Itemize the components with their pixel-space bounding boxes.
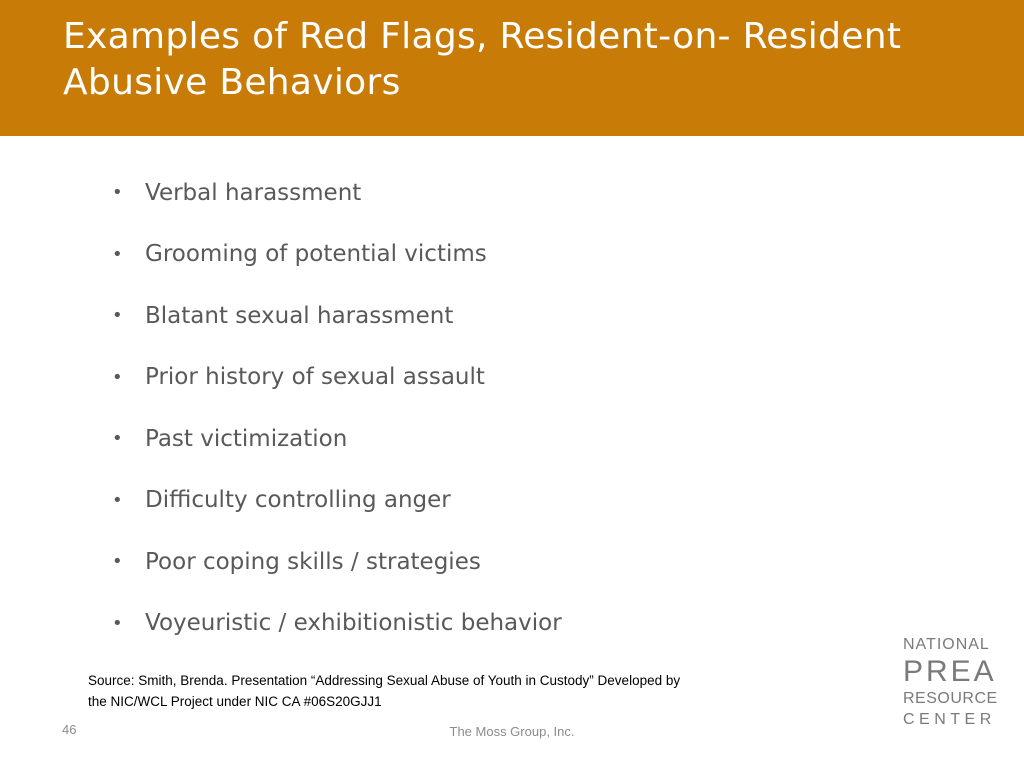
bullet-list	[112, 162, 812, 654]
bullet-text: Voyeuristic / exhibitionistic behavior	[145, 610, 562, 637]
logo-line-resource: RESOURCE	[903, 690, 998, 707]
bullet-item	[112, 347, 812, 409]
bullet-dot: •	[112, 366, 123, 388]
bullet-text: Past victimization	[145, 425, 348, 452]
source-line-1: Source: Smith, Brenda. Presentation “Addressing Sexual Abuse of Youth in Custody” Developed by	[88, 673, 681, 688]
bullet-text: Poor coping skills / strategies	[145, 548, 481, 575]
bullet-text: Verbal harassment	[145, 179, 362, 206]
bullet-item	[112, 531, 812, 593]
prea-logo	[903, 634, 1003, 730]
slide-title: Examples of Red Flags, Resident-on- Resident Abusive Behaviors	[63, 16, 902, 103]
bullet-dot: •	[112, 305, 123, 327]
footer-text: The Moss Group, Inc.	[449, 724, 575, 739]
source-citation	[88, 670, 788, 712]
bullet-item	[112, 593, 812, 655]
bullet-dot: •	[112, 243, 123, 265]
bullet-text: Grooming of potential victims	[145, 241, 487, 268]
bullet-item	[112, 162, 812, 224]
bullet-text: Blatant sexual harassment	[145, 302, 454, 329]
bullet-text: Difficulty controlling anger	[145, 487, 451, 514]
logo-line-center: CENTER	[903, 711, 996, 728]
bullet-item	[112, 224, 812, 286]
page-number: 46	[62, 722, 77, 737]
bullet-dot: •	[112, 182, 123, 204]
bullet-item	[112, 408, 812, 470]
bullet-item	[112, 470, 812, 532]
title-bar	[0, 0, 1024, 136]
bullet-item	[112, 285, 812, 347]
logo-line-prea: PREA	[903, 655, 997, 688]
source-line-2: the NIC/WCL Project under NIC CA #06S20GJJ1	[88, 694, 382, 709]
bullet-text: Prior history of sexual assault	[145, 364, 485, 391]
logo-line-national: NATIONAL	[903, 636, 990, 653]
bullet-dot: •	[112, 551, 123, 573]
bullet-dot: •	[112, 612, 123, 634]
bullet-dot: •	[112, 489, 123, 511]
bullet-dot: •	[112, 428, 123, 450]
